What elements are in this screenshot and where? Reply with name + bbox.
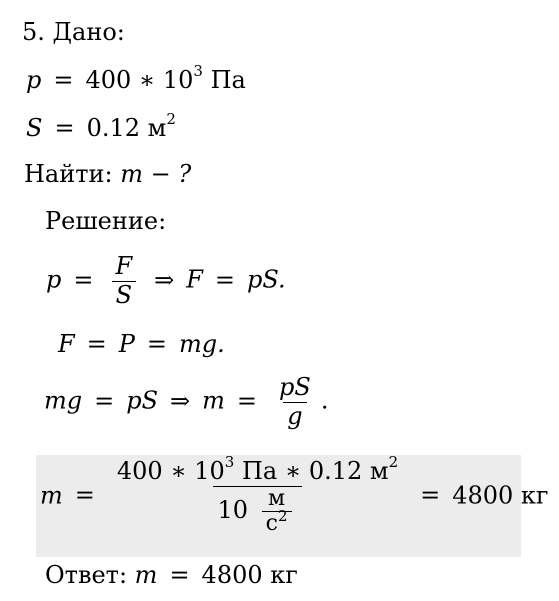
answer-line: Ответ: m = 4800 кг xyxy=(45,561,298,589)
fraction-unit-m-over-s2: $\frac{м}{с^2}$ xyxy=(262,487,292,536)
step-1: p = $\frac{F}{S}$ ⇒ F = pS. xyxy=(46,252,286,309)
given-s: S = 0.12 $м^2$ xyxy=(26,110,176,142)
given-heading: 5. Дано: xyxy=(22,18,125,46)
find-line: Найти: m − ? xyxy=(24,160,192,188)
fraction-calculation: 400 ∗ $10^3$ Па ∗ 0.12 $м^2$ 10 $\frac{м}{с^2}$ xyxy=(116,453,399,536)
step-4-calculation: m = 400 ∗ $10^3$ Па ∗ 0.12 $м^2$ 10 $\frac{м}{с^2}$ = 4800 кг xyxy=(40,453,549,536)
fraction-f-over-s: $\frac{F}{S}$ xyxy=(111,253,136,309)
fraction-ps-over-g: $\frac{pS}{g}$ xyxy=(279,373,311,430)
solution-heading: Решение: xyxy=(45,207,167,235)
step-2: F = P = mg. xyxy=(58,330,225,358)
given-p: p = 400 ∗ $10^3$ Па xyxy=(26,62,246,94)
step-3: mg = pS ⇒ m = $\frac{pS}{g}$ . xyxy=(44,373,329,430)
